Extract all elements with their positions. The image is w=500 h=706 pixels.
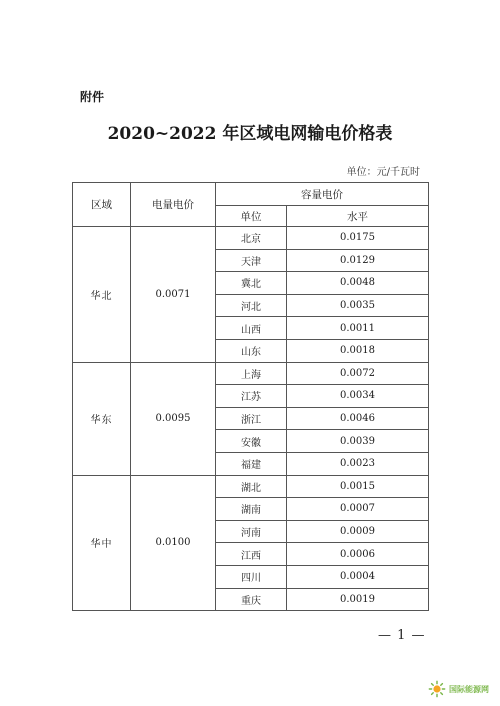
- table-body: [73, 227, 429, 611]
- level-cell: 0.0018: [287, 339, 429, 362]
- unit-cell: 冀北: [216, 272, 287, 295]
- watermark-text: 国际能源网: [449, 684, 489, 694]
- watermark: [428, 680, 489, 698]
- header-region: 区域: [73, 183, 131, 227]
- unit-cell: 福建: [216, 452, 287, 475]
- unit-cell: 山西: [216, 317, 287, 340]
- unit-cell: 重庆: [216, 588, 287, 611]
- region-cell: 华北: [73, 227, 131, 363]
- level-cell: 0.0034: [287, 385, 429, 408]
- level-cell: 0.0004: [287, 565, 429, 588]
- region-cell: 华东: [73, 362, 131, 475]
- unit-cell: 湖南: [216, 498, 287, 521]
- unit-cell: 四川: [216, 565, 287, 588]
- energy-price-cell: 0.0100: [131, 475, 216, 611]
- unit-cell: 江苏: [216, 385, 287, 408]
- table-row: [73, 362, 429, 385]
- energy-price-cell: 0.0095: [131, 362, 216, 475]
- header-energy-price: 电量电价: [131, 183, 216, 227]
- level-cell: 0.0039: [287, 430, 429, 453]
- level-cell: 0.0048: [287, 272, 429, 295]
- level-cell: 0.0046: [287, 407, 429, 430]
- unit-cell: 安徽: [216, 430, 287, 453]
- unit-cell: 江西: [216, 543, 287, 566]
- level-cell: 0.0072: [287, 362, 429, 385]
- level-cell: 0.0011: [287, 317, 429, 340]
- level-cell: 0.0175: [287, 227, 429, 250]
- level-cell: 0.0023: [287, 452, 429, 475]
- level-cell: 0.0006: [287, 543, 429, 566]
- unit-cell: 上海: [216, 362, 287, 385]
- unit-cell: 北京: [216, 227, 287, 250]
- header-capacity-price: 容量电价: [216, 183, 429, 206]
- document-title: 2020~2022 年区域电网输电价格表: [107, 124, 393, 144]
- level-cell: 0.0015: [287, 475, 429, 498]
- energy-price-cell: 0.0071: [131, 227, 216, 363]
- unit-cell: 天津: [216, 249, 287, 272]
- table-row: [73, 475, 429, 498]
- level-cell: 0.0007: [287, 498, 429, 521]
- price-table: [72, 182, 429, 611]
- level-cell: 0.0035: [287, 294, 429, 317]
- unit-cell: 河北: [216, 294, 287, 317]
- sun-leaf-logo-icon: [428, 680, 446, 698]
- table-row: [73, 227, 429, 250]
- attachment-label: 附件: [80, 90, 105, 104]
- unit-cell: 河南: [216, 520, 287, 543]
- unit-cell: 湖北: [216, 475, 287, 498]
- page-number: — 1 —: [378, 628, 426, 643]
- unit-cell: 山东: [216, 339, 287, 362]
- header-unit: 单位: [216, 206, 287, 227]
- unit-note: 单位：元/千瓦时: [346, 167, 420, 178]
- header-level: 水平: [287, 206, 429, 227]
- unit-cell: 浙江: [216, 407, 287, 430]
- region-cell: 华中: [73, 475, 131, 611]
- level-cell: 0.0009: [287, 520, 429, 543]
- level-cell: 0.0019: [287, 588, 429, 611]
- level-cell: 0.0129: [287, 249, 429, 272]
